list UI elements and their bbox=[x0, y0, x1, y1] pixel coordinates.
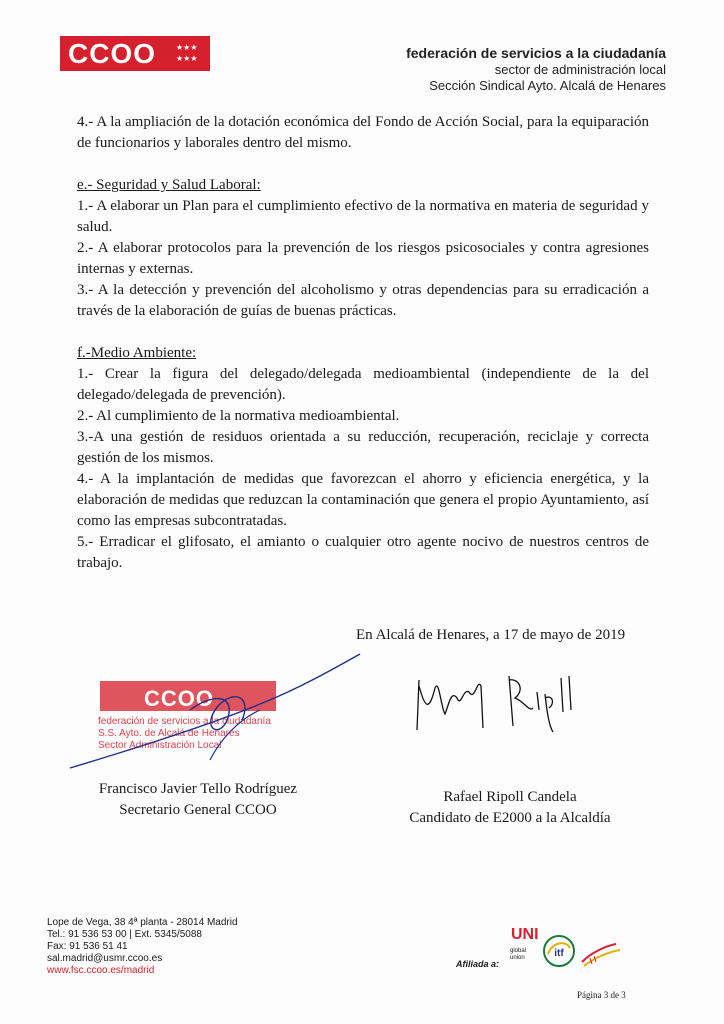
org-section: Sección Sindical Ayto. Alcalá de Henares bbox=[429, 78, 666, 93]
footer-website[interactable]: www.fsc.ccoo.es/madrid bbox=[47, 965, 155, 976]
uni-sub-line: union bbox=[510, 955, 525, 961]
list-item: 2.- A elaborar protocolos para la prevención de los riesgos psicosociales y contra agresiones internas y externas. bbox=[77, 240, 649, 277]
list-item: 2.- Al cumplimiento de la normativa medioambiental. bbox=[77, 408, 400, 424]
uni-global-subtitle bbox=[510, 948, 526, 962]
footer-phone: Tel.: 91 536 53 00 | Ext. 5345/5088 bbox=[47, 929, 202, 940]
right-signature-scribble bbox=[405, 668, 605, 738]
date-line: En Alcalá de Henares, a 17 de mayo de 2019 bbox=[356, 627, 626, 643]
list-item: 4.- A la implantación de medidas que favorezcan el ahorro y eficiencia energética, y la elaboración de medidas que reduzcan la contaminación que genera el propio Ayuntamiento, así como las empresas subcontratadas. bbox=[77, 471, 649, 529]
list-item: 3.-A una gestión de residuos orientada a su reducción, recuperación, reciclaje y correcta gestión de los mismos. bbox=[77, 429, 649, 466]
affiliated-label: Afiliada a: bbox=[456, 959, 500, 969]
itf-logo bbox=[542, 934, 576, 968]
section-heading: f.-Medio Ambiente: bbox=[77, 345, 197, 361]
stamp-line: federación de servicios a la ciudadanía bbox=[98, 716, 271, 727]
signer-name: Rafael Ripoll Candela bbox=[443, 789, 577, 805]
itf-logo-text: itf bbox=[554, 948, 564, 959]
signer-role: Secretario General CCOO bbox=[119, 802, 277, 818]
list-item: 1.- A elaborar un Plan para el cumplimiento efectivo de la normativa en materia de seguridad y salud. bbox=[77, 198, 649, 235]
footer-email[interactable]: sal.madrid@usmr.ccoo.es bbox=[47, 953, 163, 964]
list-item: 4.- A la ampliación de la dotación económica del Fondo de Acción Social, para la equiparación de funcionarios y laborales dentro del mismo. bbox=[77, 114, 649, 151]
star-icon: ★★★ ★★★ bbox=[176, 43, 198, 63]
uni-sub-line: global bbox=[510, 948, 527, 954]
body-text bbox=[77, 112, 649, 574]
left-signer bbox=[85, 779, 311, 821]
org-sector: sector de administración local bbox=[494, 62, 666, 77]
list-item: 3.- A la detección y prevención del alcoholismo y otras dependencias para su erradicación a través de la elaboración de guías de buenas prácticas. bbox=[77, 282, 649, 319]
organization-header bbox=[406, 44, 666, 94]
list-item: 1.- Crear la figura del delegado/delegada medioambiental (independiente de la del delegado/delegada de prevención). bbox=[77, 366, 649, 403]
signer-name: Francisco Javier Tello Rodríguez bbox=[98, 781, 298, 797]
left-signature-scribble bbox=[60, 640, 380, 780]
ccoo-logo-text: CCOO bbox=[68, 38, 156, 69]
org-name: federación de servicios a la ciudadanía bbox=[406, 45, 666, 61]
page-number: Página 3 de 3 bbox=[577, 990, 626, 1000]
signer-role: Candidato de E2000 a la Alcaldía bbox=[409, 810, 611, 826]
stamp-line: S.S. Ayto. de Alcalá de Henares bbox=[98, 728, 240, 739]
footer-contact bbox=[47, 917, 238, 977]
section-heading: e.- Seguridad y Salud Laboral: bbox=[77, 177, 261, 193]
footer-fax: Fax: 91 536 51 41 bbox=[47, 941, 128, 952]
ccoo-logo bbox=[60, 36, 210, 71]
uni-global-logo: UNI bbox=[511, 926, 539, 943]
stamp-line: Sector Administración Local bbox=[98, 740, 222, 751]
epsu-logo bbox=[580, 938, 630, 968]
stamp-logo-text: CCOO bbox=[144, 686, 214, 711]
footer-address: Lope de Vega, 38 4ª planta - 28014 Madrid bbox=[47, 917, 238, 928]
list-item: 5.- Erradicar el glifosato, el amianto o cualquier otro agente nocivo de nuestros centros de trabajo. bbox=[77, 534, 649, 571]
right-signer bbox=[380, 787, 640, 829]
